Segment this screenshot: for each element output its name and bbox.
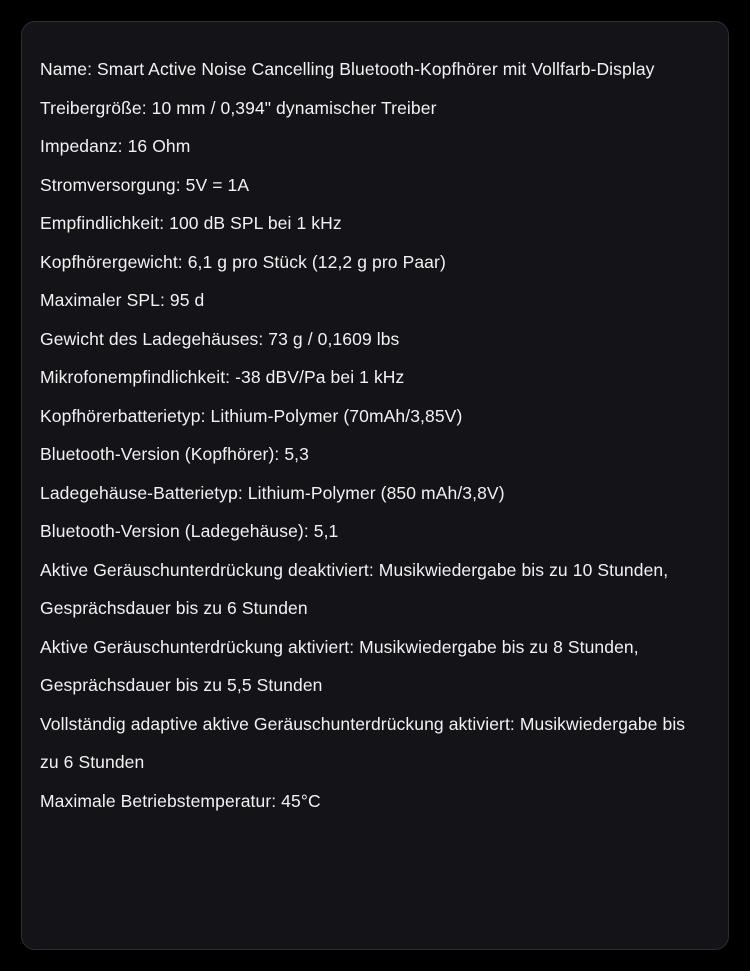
list-item: Bluetooth-Version (Ladegehäuse): 5,1: [40, 521, 339, 541]
list-item: Vollständig adaptive aktive Geräuschunterdrückung aktiviert: Musikwiedergabe bis zu 6 Stunden: [40, 713, 686, 772]
list-item: Ladegehäuse-Batterietyp: Lithium-Polymer (850 mAh/3,8V): [40, 482, 505, 503]
list-item: Bluetooth-Version (Kopfhörer): 5,3: [40, 444, 309, 464]
list-item: Treibergröße: 10 mm / 0,394" dynamischer Treiber: [40, 97, 437, 118]
list-item: Kopfhörerbatterietyp: Lithium-Polymer (70mAh/3,85V): [40, 405, 463, 426]
product-specifications-card: [21, 21, 729, 950]
specification-list: [40, 50, 698, 820]
list-item: Aktive Geräuschunterdrückung deaktiviert: Musikwiedergabe bis zu 10 Stunden, Gesprächsdauer bis zu 6 Stunden: [40, 559, 669, 618]
list-item: Maximale Betriebstemperatur: 45°C: [40, 790, 321, 811]
list-item: Impedanz: 16 Ohm: [40, 136, 191, 156]
list-item: Mikrofonempfindlichkeit: -38 dBV/Pa bei 1 kHz: [40, 367, 405, 387]
list-item: Name: Smart Active Noise Cancelling Bluetooth-Kopfhörer mit Vollfarb-Display: [40, 59, 655, 79]
list-item: Gewicht des Ladegehäuses: 73 g / 0,1609 lbs: [40, 328, 400, 349]
list-item: Stromversorgung: 5V = 1A: [40, 174, 250, 195]
list-item: Kopfhörergewicht: 6,1 g pro Stück (12,2 g pro Paar): [40, 251, 446, 272]
list-item: Maximaler SPL: 95 d: [40, 290, 205, 310]
list-item: Empfindlichkeit: 100 dB SPL bei 1 kHz: [40, 213, 342, 233]
list-item: Aktive Geräuschunterdrückung aktiviert: Musikwiedergabe bis zu 8 Stunden, Gesprächsdauer bis zu 5,5 Stunden: [40, 636, 639, 695]
